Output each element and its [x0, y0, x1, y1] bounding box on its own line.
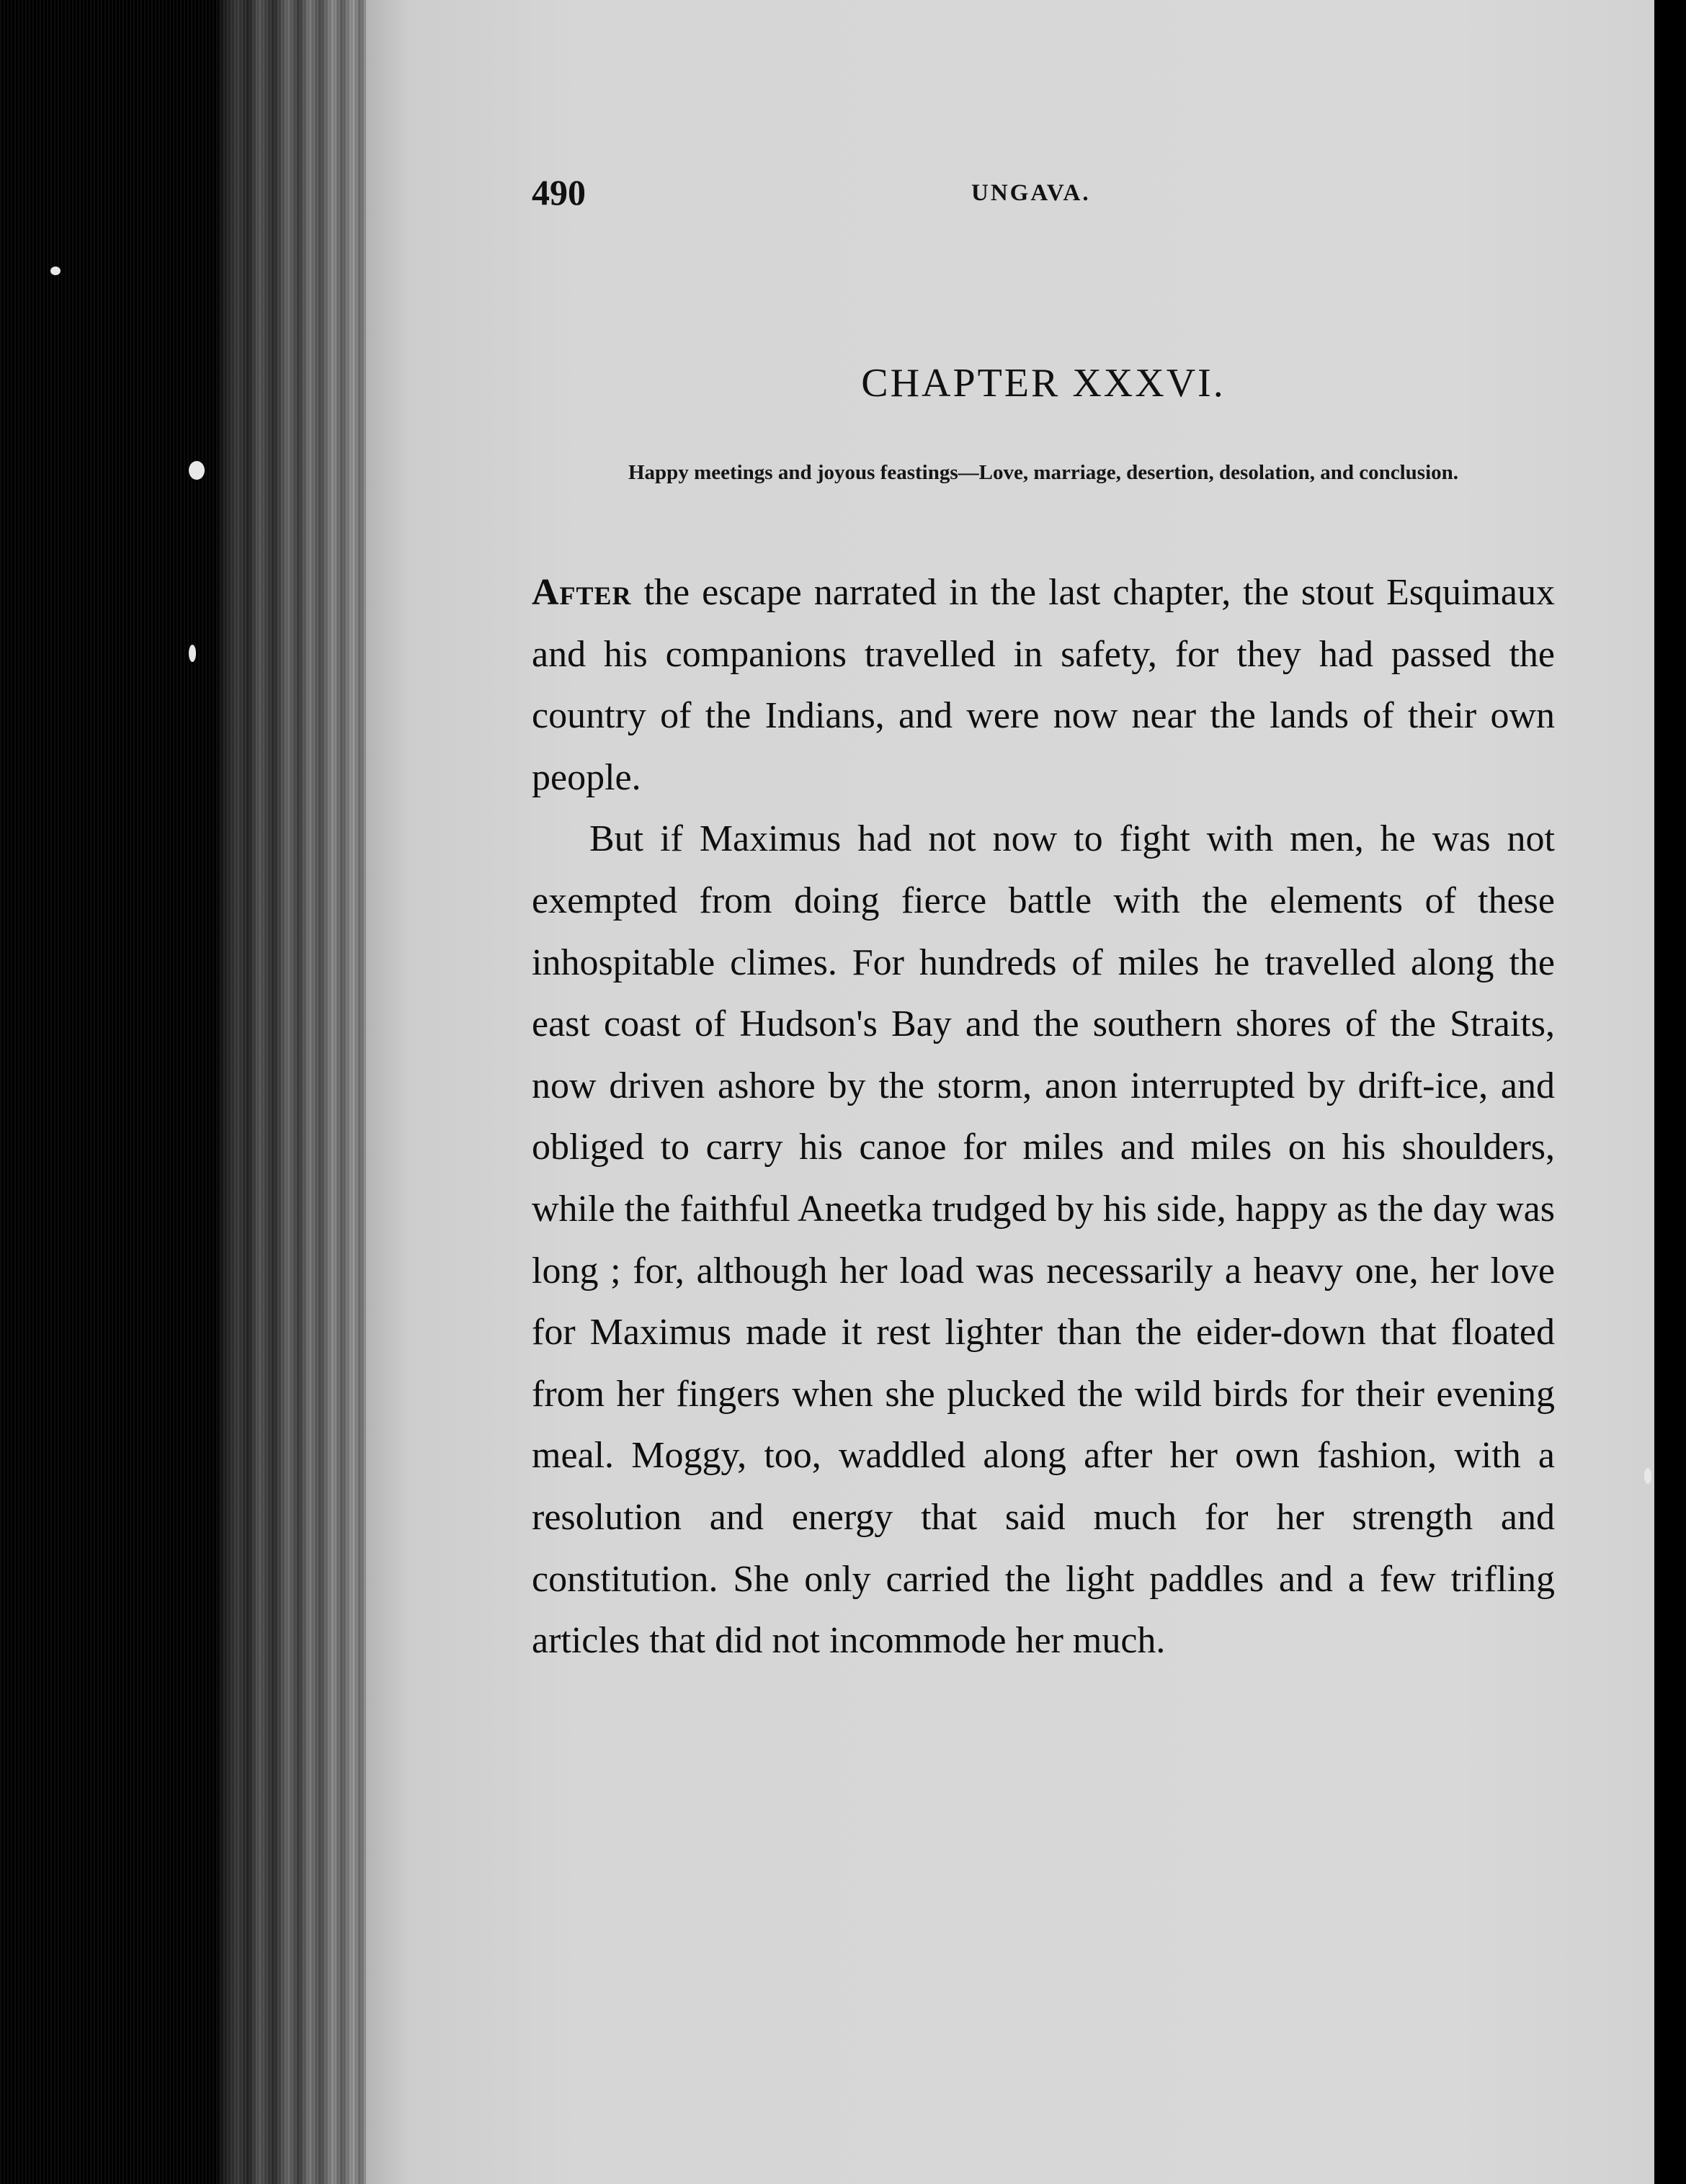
page-header — [532, 171, 1555, 229]
scan-speck — [50, 267, 61, 275]
chapter-title: CHAPTER XXXVI. — [861, 361, 1226, 406]
paragraph — [532, 562, 1555, 808]
body-text — [532, 562, 1555, 1672]
paragraph-text: the escape narrated in the last chapter, the stout Esquimaux and his companions travelled in safety, for they had passed the country of the Indians, and were now near the lands of their own people. — [532, 572, 1555, 798]
paragraph-lead-word: After — [532, 572, 632, 613]
chapter-synopsis: Happy meetings and joyous feastings—Love, marriage, desertion, desolation, and conclusion. — [628, 461, 1458, 484]
scan-speck — [1644, 1468, 1651, 1484]
running-head: UNGAVA. — [971, 180, 1091, 206]
book-page-edges — [0, 0, 375, 2184]
scan-speck — [189, 461, 205, 480]
paragraph: But if Maximus had not now to fight with men, he was not exempted from doing fierce battle with the elements of these inhospitable climes. For hundreds of miles he travelled along the east coast of Hudson's Bay and the southern shores of the Straits, now driven ashore by the storm, anon interrupted by drift-ice, and obliged to carry his canoe for miles and miles on his shoulders, while the faithful Aneetka trudged by his side, happy as the day was long ; for, although her load was necessarily a heavy one, her love for Maximus made it rest lighter than the eider-down that floated from her fingers when she plucked the wild birds for their evening meal. Moggy, too, waddled along after her own fashion, with a resolution and energy that said much for her strength and constitution. She only carried the light paddles and a few trifling articles that did not incommode her much. — [532, 818, 1555, 1662]
page-number: 490 — [532, 172, 586, 212]
scan-speck — [189, 645, 196, 662]
scan-border-right — [1654, 0, 1686, 2184]
